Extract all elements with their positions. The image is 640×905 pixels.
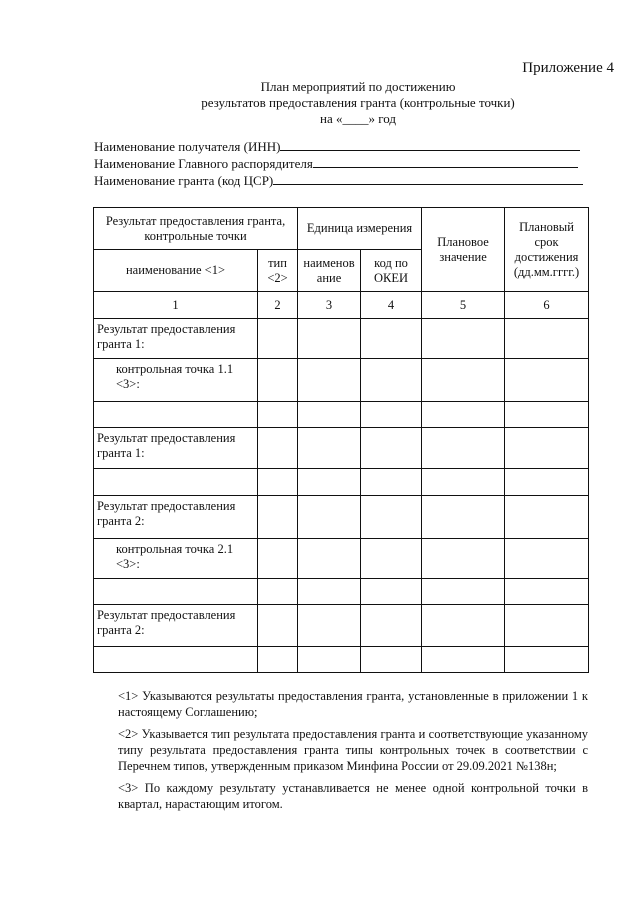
field-grant: [94, 172, 583, 189]
table-cell[interactable]: [505, 647, 589, 673]
table-cell[interactable]: [258, 579, 298, 605]
footnote-1: <1> Указываются результаты предоставления гранта, установленные в приложении 1 к настоящему Соглашению;: [118, 689, 588, 719]
col-number: 4: [361, 292, 422, 319]
table-cell[interactable]: [361, 647, 422, 673]
col-number: 3: [298, 292, 361, 319]
table-cell[interactable]: [361, 428, 422, 469]
table-row: [94, 428, 589, 469]
header-plan-value: Плановое значение: [422, 208, 505, 292]
table-cell[interactable]: [258, 647, 298, 673]
table-row: [94, 579, 589, 605]
table-row: [94, 496, 589, 539]
header-plan-date: Плановый срок достижения (дд.мм.гггг.): [505, 208, 589, 292]
table-cell[interactable]: [298, 539, 361, 579]
row-label: контрольная точка 1.1 <3>:: [94, 359, 258, 402]
table-cell[interactable]: [422, 428, 505, 469]
footnote-3: <3> По каждому результату устанавливается не менее одной контрольной точки в квартал, нарастающим итогом.: [118, 781, 588, 811]
table-cell[interactable]: [422, 496, 505, 539]
table-cell[interactable]: [298, 496, 361, 539]
table-cell[interactable]: [298, 402, 361, 428]
col-number: 5: [422, 292, 505, 319]
field-recipient: [94, 138, 583, 155]
col-number: 1: [94, 292, 258, 319]
table-cell[interactable]: [258, 605, 298, 647]
table-cell[interactable]: [298, 605, 361, 647]
title-line-3: на «____» год: [320, 111, 396, 126]
table-cell[interactable]: [361, 605, 422, 647]
table-row: [94, 539, 589, 579]
header-result: Результат предоставления гранта, контрольные точки: [94, 208, 298, 250]
table-cell[interactable]: [258, 539, 298, 579]
row-label: Результат предоставления гранта 1:: [94, 428, 258, 469]
field-distributor: [94, 155, 583, 172]
field-grant-label: Наименование гранта (код ЦСР): [94, 173, 274, 188]
table-cell[interactable]: [298, 428, 361, 469]
table-cell[interactable]: [505, 469, 589, 496]
table-cell[interactable]: [298, 319, 361, 359]
table-cell[interactable]: [298, 359, 361, 402]
table-row: [94, 605, 589, 647]
table-cell[interactable]: [422, 539, 505, 579]
field-distributor-line[interactable]: [313, 156, 578, 168]
title-line-1: План мероприятий по достижению: [260, 79, 456, 94]
appendix-label: Приложение 4: [522, 60, 614, 76]
table-cell[interactable]: [505, 496, 589, 539]
table-row: [94, 402, 589, 428]
table-cell[interactable]: [258, 496, 298, 539]
field-recipient-label: Наименование получателя (ИНН): [94, 139, 281, 154]
table-cell[interactable]: [505, 402, 589, 428]
table-cell[interactable]: [422, 647, 505, 673]
title-line-2: результатов предоставления гранта (контрольные точки): [201, 95, 515, 110]
table-cell[interactable]: [422, 359, 505, 402]
row-label: Результат предоставления гранта 1:: [94, 319, 258, 359]
row-label: [94, 469, 258, 496]
table-row: [94, 647, 589, 673]
table-cell[interactable]: [505, 359, 589, 402]
table-cell[interactable]: [258, 469, 298, 496]
table-cell[interactable]: [361, 496, 422, 539]
header-okei: код по ОКЕИ: [361, 250, 422, 292]
table-cell[interactable]: [361, 319, 422, 359]
table-cell[interactable]: [258, 428, 298, 469]
header-unit-name: наименов ание: [298, 250, 361, 292]
table-cell[interactable]: [298, 579, 361, 605]
header-type: тип <2>: [258, 250, 298, 292]
table-cell[interactable]: [505, 605, 589, 647]
table-cell[interactable]: [505, 579, 589, 605]
table-cell[interactable]: [422, 579, 505, 605]
table-cell[interactable]: [505, 539, 589, 579]
row-label: Результат предоставления гранта 2:: [94, 605, 258, 647]
table-cell[interactable]: [422, 319, 505, 359]
row-label: контрольная точка 2.1 <3>:: [94, 539, 258, 579]
field-distributor-label: Наименование Главного распорядителя: [94, 156, 313, 171]
row-label: [94, 647, 258, 673]
header-unit: Единица измерения: [298, 208, 422, 250]
table-cell[interactable]: [361, 359, 422, 402]
table-cell[interactable]: [298, 469, 361, 496]
header-name: наименование <1>: [94, 250, 258, 292]
table-cell[interactable]: [258, 402, 298, 428]
table-cell[interactable]: [422, 469, 505, 496]
table-cell[interactable]: [361, 579, 422, 605]
table-row: [94, 319, 589, 359]
field-recipient-line[interactable]: [280, 139, 580, 151]
footnote-2: <2> Указывается тип результата предоставления гранта и соответствующие указанному типу результата предоставления гранта типы контрольных точек в соответствии с Перечнем типов, утвержденным приказом Минфина России от 29.09.2021 №138н;: [118, 727, 588, 773]
table-cell[interactable]: [361, 539, 422, 579]
footnotes: [118, 688, 588, 818]
plan-table: [93, 207, 589, 673]
row-label: Результат предоставления гранта 2:: [94, 496, 258, 539]
recipient-fields: [94, 138, 583, 189]
table-cell[interactable]: [505, 428, 589, 469]
table-cell[interactable]: [505, 319, 589, 359]
table-row: [94, 469, 589, 496]
table-cell[interactable]: [258, 319, 298, 359]
table-cell[interactable]: [298, 647, 361, 673]
table-cell[interactable]: [361, 402, 422, 428]
table-cell[interactable]: [422, 402, 505, 428]
table-cell[interactable]: [422, 605, 505, 647]
field-grant-line[interactable]: [273, 173, 583, 185]
document-title: [0, 79, 640, 127]
table-row: [94, 359, 589, 402]
row-label: [94, 579, 258, 605]
table-cell[interactable]: [258, 359, 298, 402]
table-cell[interactable]: [361, 469, 422, 496]
row-label: [94, 402, 258, 428]
col-number: 6: [505, 292, 589, 319]
col-number: 2: [258, 292, 298, 319]
